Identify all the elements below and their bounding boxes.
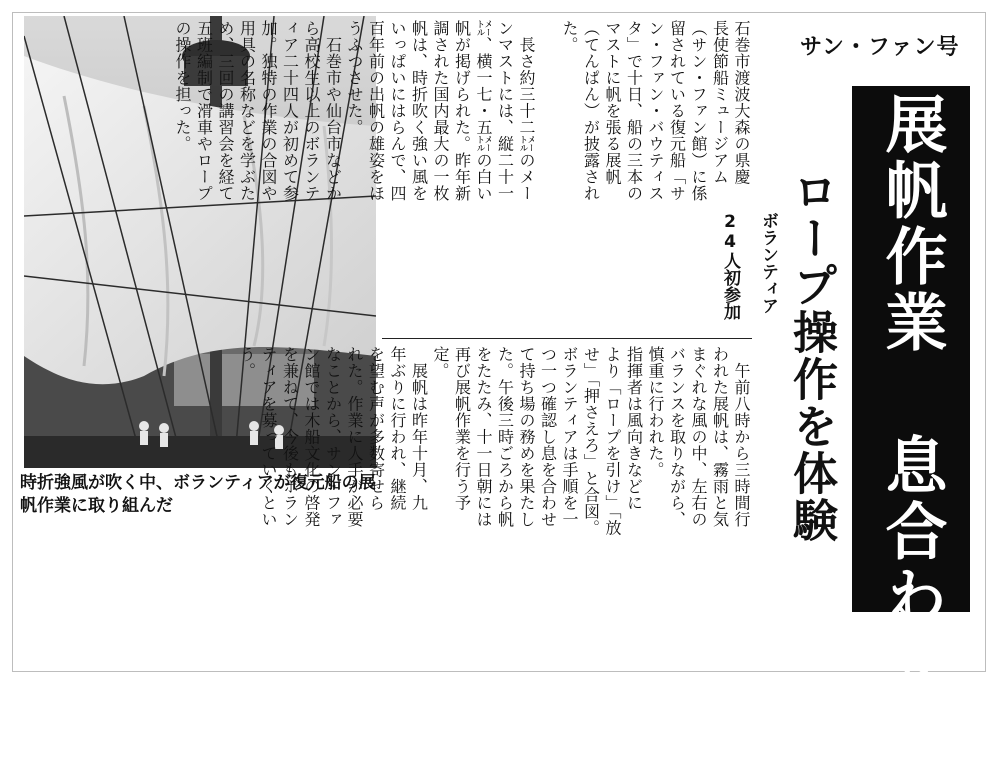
article-bottom-line: つ一つ確認し息を合わせ <box>538 346 558 528</box>
article-top-line: の操作を担った。 <box>173 20 192 152</box>
article-bottom-line: バランスを取りながら、 <box>667 346 687 528</box>
article-bottom-line: せ」「押さえろ」と合図。 <box>581 346 601 536</box>
article-bottom-line: 指揮者は風向きなどに <box>624 346 644 511</box>
article-top-line: マストに帆を張る展帆 <box>603 20 622 185</box>
subheadline: ロープ操作を体験 <box>785 168 838 544</box>
article-top-line: 百年前の出帆の雄姿をほ <box>366 20 386 202</box>
article-top-line: 石巻市や仙台市などか <box>323 20 343 202</box>
article-top-line: タ」で十日、船の三本の <box>624 20 644 202</box>
article-top-line: 留されている復元船「サ <box>667 20 687 202</box>
article-bottom-line: われた展帆は、霧雨と気 <box>710 346 730 528</box>
article-top-line: ンマストには、縦二十一 <box>495 20 515 202</box>
article-top-line <box>537 20 559 336</box>
article-bottom-line: より「ロープを引け」「放 <box>603 346 622 536</box>
article-bottom-line: れた。作業に人手が必要 <box>345 346 364 528</box>
article-bottom-line: 定。 <box>431 346 450 379</box>
article-top-line: 長使節船ミュージアム <box>710 20 730 185</box>
article-bottom-line: 午前八時から三時間行 <box>732 346 751 528</box>
article-bottom-line: まぐれな風の中、左右の <box>689 346 708 528</box>
article-bottom-line: 展帆は昨年十月、九 <box>409 346 429 511</box>
article-top-line: ン・ファン・バウティス <box>646 20 665 202</box>
article-top-line: め、三回の講習会を経て <box>216 20 235 202</box>
article-top-line: 帆が掲げられた。昨年新 <box>452 20 472 202</box>
article-top-line: （サン・ファン館）に係 <box>689 20 708 202</box>
article-bottom-line: 慎重に行われた。 <box>646 346 665 478</box>
article-top-line: うふつさせた。 <box>345 20 364 136</box>
deck-label <box>720 172 796 322</box>
article-bottom-line: う。 <box>237 346 257 379</box>
headline: 展帆作業 息合わせて <box>875 92 948 763</box>
article-top-line: 長さ約三十二㍍のメー <box>517 20 536 202</box>
article-bottom-line: 再び展帆作業を行う予 <box>452 346 472 511</box>
article-bottom-line: 年ぶりに行われ、継続 <box>388 346 407 511</box>
article-top-line: 調された国内最大の一枚 <box>431 20 450 202</box>
deck-line-1: ボランティア <box>758 212 778 314</box>
article-top-line: 用具の名称などを学ぶた <box>237 20 257 202</box>
article-top-line: ら高校生以上のボランテ <box>302 20 321 202</box>
article-bottom-line: なことから、サン・ファ <box>323 346 343 528</box>
article-bottom-line: ン館では木船文化の啓発 <box>302 346 321 528</box>
article-bottom-line: て持ち場の務めを果たし <box>517 346 536 528</box>
article-top-line: いっぱいにはらんで、四 <box>388 20 407 202</box>
article-bottom-line: ティアを募っていくとい <box>259 346 278 528</box>
article-bottom-line: た。午後三時ごろから帆 <box>495 346 515 528</box>
article-top-line: 五班編制で滑車やロープ <box>194 20 214 202</box>
deck-line-2: 24人初参加 <box>720 212 740 320</box>
kicker: サン・ファン号 <box>800 35 960 60</box>
photo-caption: 時折強風が吹く中、ボランティアが復元船の展帆作業に取り組んだ <box>20 473 376 516</box>
article-top-line: た。 <box>560 20 579 53</box>
article-top-line: 石巻市渡波大森の県慶 <box>732 20 751 185</box>
article-bottom <box>237 346 752 666</box>
article-bottom-line: をたたみ、十一日朝には <box>474 346 493 528</box>
column-divider <box>382 338 752 339</box>
article-bottom-line: を兼ねて、今後もボラン <box>280 346 300 528</box>
article-bottom-line: ボランティアは手順を一 <box>560 346 579 528</box>
article-top-line: （てんぱん）が披露され <box>581 20 601 202</box>
article-top-line: ィア二十四人が初めて参 <box>280 20 300 202</box>
article-top-line: ㍍、横一七・五㍍の白い <box>474 20 493 202</box>
article-top-line: 帆は、時折吹く強い風を <box>409 20 429 202</box>
article-top <box>173 20 752 336</box>
article-bottom-line: を望む声が多数寄せら <box>366 346 386 511</box>
article-top-line: 加。独特の作業の合図や <box>259 20 278 202</box>
